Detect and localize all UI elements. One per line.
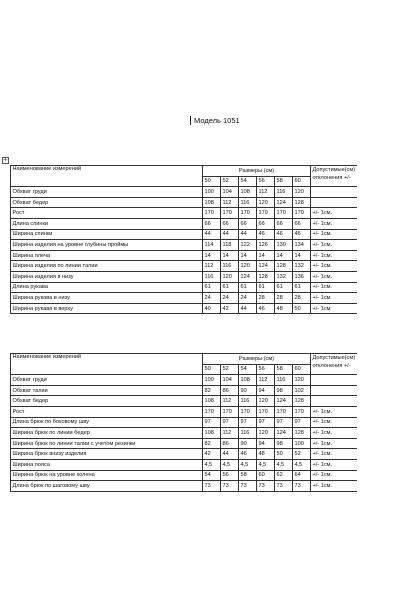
table-row <box>11 470 357 481</box>
value-cell: 114 <box>203 240 221 251</box>
value-cell: 66 <box>293 218 311 229</box>
value-cell: 134 <box>293 240 311 251</box>
value-cell: 44 <box>239 303 257 314</box>
value-cell: 62 <box>275 470 293 481</box>
value-cell: 61 <box>293 282 311 293</box>
value-cell: 170 <box>293 208 311 219</box>
table-header-row <box>11 354 357 365</box>
move-cross-icon[interactable]: + <box>3 157 8 164</box>
tolerance-cell: +/- 1см. <box>311 428 357 439</box>
value-cell: 44 <box>221 229 239 240</box>
value-cell: 60 <box>257 470 275 481</box>
value-cell: 120 <box>293 375 311 386</box>
model-title: Модель 1051 <box>190 116 240 125</box>
tolerance-cell <box>311 385 357 396</box>
value-cell: 128 <box>293 428 311 439</box>
value-cell: 4,5 <box>275 459 293 470</box>
value-cell: 130 <box>275 240 293 251</box>
value-cell: 100 <box>203 375 221 386</box>
value-cell: 108 <box>203 428 221 439</box>
value-cell: 116 <box>239 197 257 208</box>
tolerance-cell <box>311 375 357 386</box>
value-cell: 73 <box>221 481 239 492</box>
value-cell: 170 <box>221 406 239 417</box>
table-row <box>11 428 357 439</box>
header-tolerance: Допустимые(см) отклонения +/- <box>311 354 357 375</box>
value-cell: 100 <box>293 438 311 449</box>
value-cell: 44 <box>221 449 239 460</box>
table-row <box>11 417 357 428</box>
value-cell: 128 <box>293 197 311 208</box>
value-cell: 61 <box>275 282 293 293</box>
value-cell: 120 <box>257 197 275 208</box>
tolerance-cell: +/- 1см. <box>311 218 357 229</box>
value-cell: 73 <box>239 481 257 492</box>
tolerance-cell: +/- 1см. <box>311 208 357 219</box>
value-cell: 112 <box>221 396 239 407</box>
table-row <box>11 375 357 386</box>
value-cell: 14 <box>203 250 221 261</box>
header-name: Наименование измерений <box>11 166 203 187</box>
table-row <box>11 303 357 314</box>
value-cell: 24 <box>203 293 221 304</box>
size-cell: 60 <box>293 176 311 187</box>
value-cell: 98 <box>275 385 293 396</box>
value-cell: 126 <box>257 240 275 251</box>
value-cell: 82 <box>203 385 221 396</box>
value-cell: 170 <box>203 406 221 417</box>
value-cell: 128 <box>257 271 275 282</box>
header-tolerance: Допустимые(см) отклонения +/- <box>311 166 357 187</box>
tolerance-cell: +/- 1см <box>311 293 357 304</box>
value-cell: 128 <box>275 261 293 272</box>
value-cell: 40 <box>203 303 221 314</box>
measurement-name: Ширина изделия на уровне глубины проймы <box>11 240 203 251</box>
size-cell: 52 <box>221 176 239 187</box>
table-row <box>11 261 357 272</box>
value-cell: 170 <box>203 208 221 219</box>
measurement-name: Ширина брюк внизу изделия <box>11 449 203 460</box>
value-cell: 97 <box>257 417 275 428</box>
value-cell: 28 <box>293 293 311 304</box>
tolerance-cell: +/- 1см. <box>311 438 357 449</box>
size-cell: 54 <box>239 364 257 375</box>
value-cell: 73 <box>275 481 293 492</box>
table-row <box>11 396 357 407</box>
value-cell: 64 <box>293 470 311 481</box>
value-cell: 61 <box>221 282 239 293</box>
value-cell: 122 <box>239 240 257 251</box>
value-cell: 48 <box>257 449 275 460</box>
value-cell: 132 <box>275 271 293 282</box>
value-cell: 108 <box>239 375 257 386</box>
size-cell: 50 <box>203 176 221 187</box>
measurement-name: Ширина спинки <box>11 229 203 240</box>
table-header-row <box>11 166 357 177</box>
size-cell: 60 <box>293 364 311 375</box>
value-cell: 120 <box>257 396 275 407</box>
size-cell: 56 <box>257 364 275 375</box>
value-cell: 97 <box>275 417 293 428</box>
value-cell: 170 <box>293 406 311 417</box>
measurement-name: Ширина брюк на уровне колена <box>11 470 203 481</box>
measurements-table-bottom <box>10 353 357 492</box>
value-cell: 44 <box>203 229 221 240</box>
measurement-name: Обхват груди <box>11 187 203 198</box>
value-cell: 4,5 <box>239 459 257 470</box>
table-row <box>11 282 357 293</box>
value-cell: 48 <box>275 303 293 314</box>
measurement-name: Ширина пояса <box>11 459 203 470</box>
measurement-name: Длина рукава <box>11 282 203 293</box>
header-sizes: Размеры (см) <box>203 354 311 365</box>
value-cell: 66 <box>275 218 293 229</box>
value-cell: 104 <box>221 187 239 198</box>
value-cell: 170 <box>221 208 239 219</box>
value-cell: 120 <box>221 271 239 282</box>
value-cell: 61 <box>239 282 257 293</box>
value-cell: 116 <box>275 187 293 198</box>
value-cell: 118 <box>221 240 239 251</box>
value-cell: 128 <box>293 396 311 407</box>
size-cell: 58 <box>275 364 293 375</box>
value-cell: 46 <box>257 229 275 240</box>
tolerance-cell: +/- 1см. <box>311 406 357 417</box>
value-cell: 120 <box>293 187 311 198</box>
value-cell: 124 <box>275 396 293 407</box>
table-row <box>11 197 357 208</box>
table-row <box>11 240 357 251</box>
value-cell: 66 <box>221 218 239 229</box>
size-cell: 56 <box>257 176 275 187</box>
tolerance-cell <box>311 187 357 198</box>
header-sizes: Размеры (см) <box>203 166 311 177</box>
table-row <box>11 459 357 470</box>
value-cell: 56 <box>221 470 239 481</box>
value-cell: 112 <box>221 197 239 208</box>
measurement-name: Обхват талии <box>11 385 203 396</box>
value-cell: 112 <box>257 187 275 198</box>
value-cell: 4,5 <box>221 459 239 470</box>
value-cell: 66 <box>239 218 257 229</box>
value-cell: 124 <box>257 261 275 272</box>
size-cell: 52 <box>221 364 239 375</box>
table-row <box>11 449 357 460</box>
value-cell: 73 <box>257 481 275 492</box>
value-cell: 50 <box>293 303 311 314</box>
measurement-name: Ширина рукава в верху <box>11 303 203 314</box>
value-cell: 24 <box>221 293 239 304</box>
value-cell: 170 <box>257 208 275 219</box>
value-cell: 116 <box>239 428 257 439</box>
table-row <box>11 187 357 198</box>
value-cell: 58 <box>239 470 257 481</box>
value-cell: 108 <box>239 187 257 198</box>
value-cell: 73 <box>203 481 221 492</box>
value-cell: 61 <box>257 282 275 293</box>
table-row <box>11 250 357 261</box>
measurements-table-top <box>10 165 357 314</box>
value-cell: 124 <box>275 428 293 439</box>
value-cell: 104 <box>221 375 239 386</box>
tolerance-cell: +/- 1см. <box>311 261 357 272</box>
measurement-name: Ширина изделия по линии талии <box>11 261 203 272</box>
value-cell: 86 <box>221 438 239 449</box>
measurement-name: Ширина изделия в низу <box>11 271 203 282</box>
value-cell: 94 <box>257 385 275 396</box>
tolerance-cell: +/- 1см. <box>311 282 357 293</box>
value-cell: 46 <box>239 449 257 460</box>
measurement-name: Длина спинки <box>11 218 203 229</box>
value-cell: 50 <box>275 449 293 460</box>
tolerance-cell: +/- 1см <box>311 303 357 314</box>
value-cell: 170 <box>275 406 293 417</box>
value-cell: 100 <box>203 187 221 198</box>
value-cell: 116 <box>275 375 293 386</box>
tolerance-cell: +/- 1см. <box>311 449 357 460</box>
value-cell: 86 <box>221 385 239 396</box>
value-cell: 14 <box>257 250 275 261</box>
size-cell: 50 <box>203 364 221 375</box>
measurement-name: Ширина рукава в низу <box>11 293 203 304</box>
value-cell: 90 <box>239 438 257 449</box>
value-cell: 28 <box>275 293 293 304</box>
value-cell: 14 <box>275 250 293 261</box>
header-name: Наименование измерений <box>11 354 203 375</box>
value-cell: 116 <box>203 271 221 282</box>
tolerance-cell: +/- 1см. <box>311 481 357 492</box>
value-cell: 98 <box>275 438 293 449</box>
tolerance-cell: +/- 1см. <box>311 229 357 240</box>
measurement-name: Обхват бедер <box>11 197 203 208</box>
value-cell: 4,5 <box>203 459 221 470</box>
measurement-name: Ширина брюк по линии талии с учетом резинки <box>11 438 203 449</box>
tolerance-cell: +/- 1см. <box>311 417 357 428</box>
size-cell: 58 <box>275 176 293 187</box>
value-cell: 97 <box>203 417 221 428</box>
tolerance-cell: +/- 1см. <box>311 459 357 470</box>
table-row <box>11 271 357 282</box>
value-cell: 112 <box>221 428 239 439</box>
table-row <box>11 438 357 449</box>
value-cell: 120 <box>239 261 257 272</box>
value-cell: 108 <box>203 197 221 208</box>
table-row <box>11 406 357 417</box>
value-cell: 97 <box>293 417 311 428</box>
value-cell: 124 <box>239 271 257 282</box>
value-cell: 66 <box>257 218 275 229</box>
value-cell: 24 <box>239 293 257 304</box>
value-cell: 61 <box>203 282 221 293</box>
value-cell: 170 <box>239 406 257 417</box>
value-cell: 14 <box>239 250 257 261</box>
tolerance-cell: +/- 1см. <box>311 271 357 282</box>
value-cell: 116 <box>239 396 257 407</box>
value-cell: 66 <box>203 218 221 229</box>
measurement-name: Длина брюк по шаговому шву <box>11 481 203 492</box>
value-cell: 28 <box>257 293 275 304</box>
value-cell: 112 <box>203 261 221 272</box>
value-cell: 108 <box>203 396 221 407</box>
tolerance-cell: +/- 1см. <box>311 470 357 481</box>
value-cell: 44 <box>239 229 257 240</box>
tolerance-cell: +/- 1см. <box>311 240 357 251</box>
value-cell: 14 <box>293 250 311 261</box>
value-cell: 52 <box>293 449 311 460</box>
value-cell: 136 <box>293 271 311 282</box>
value-cell: 124 <box>275 197 293 208</box>
measurement-name: Обхват груди <box>11 375 203 386</box>
measurement-name: Длина брюк по боковому шву <box>11 417 203 428</box>
table-row <box>11 481 357 492</box>
value-cell: 46 <box>293 229 311 240</box>
value-cell: 94 <box>257 438 275 449</box>
measurement-name: Рост <box>11 406 203 417</box>
table-row <box>11 385 357 396</box>
measurement-name: Рост <box>11 208 203 219</box>
table-row <box>11 229 357 240</box>
value-cell: 170 <box>257 406 275 417</box>
value-cell: 116 <box>221 261 239 272</box>
table-row <box>11 208 357 219</box>
value-cell: 14 <box>221 250 239 261</box>
table-row <box>11 293 357 304</box>
value-cell: 112 <box>257 375 275 386</box>
value-cell: 120 <box>257 428 275 439</box>
measurement-name: Ширина брюк по линии бедер <box>11 428 203 439</box>
size-cell: 54 <box>239 176 257 187</box>
value-cell: 97 <box>221 417 239 428</box>
tolerance-cell <box>311 396 357 407</box>
value-cell: 170 <box>239 208 257 219</box>
value-cell: 73 <box>293 481 311 492</box>
value-cell: 97 <box>239 417 257 428</box>
measurement-name: Обхват бедер <box>11 396 203 407</box>
value-cell: 42 <box>221 303 239 314</box>
value-cell: 132 <box>293 261 311 272</box>
value-cell: 170 <box>275 208 293 219</box>
value-cell: 46 <box>275 229 293 240</box>
value-cell: 102 <box>293 385 311 396</box>
table-row <box>11 218 357 229</box>
value-cell: 46 <box>257 303 275 314</box>
value-cell: 4,5 <box>293 459 311 470</box>
value-cell: 82 <box>203 438 221 449</box>
value-cell: 42 <box>203 449 221 460</box>
value-cell: 4,5 <box>257 459 275 470</box>
tolerance-cell: +/- 1см. <box>311 250 357 261</box>
value-cell: 90 <box>239 385 257 396</box>
tolerance-cell <box>311 197 357 208</box>
measurement-name: Ширина плеча <box>11 250 203 261</box>
value-cell: 54 <box>203 470 221 481</box>
